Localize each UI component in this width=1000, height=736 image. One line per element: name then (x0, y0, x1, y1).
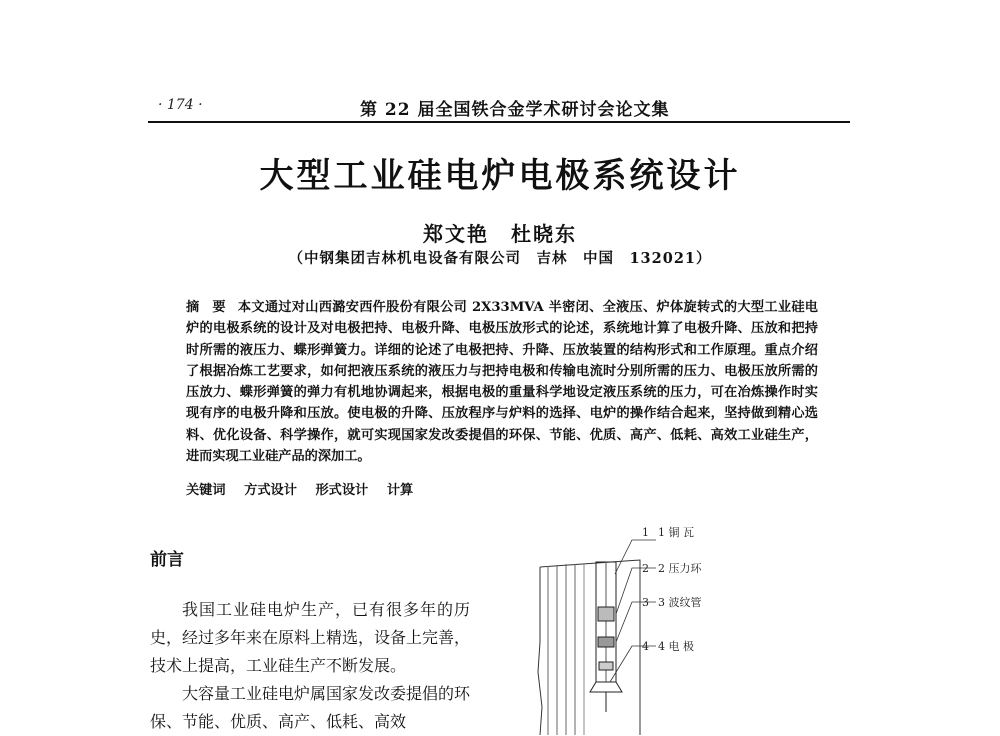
header-rule (148, 121, 850, 123)
keyword: 方式设计 (244, 483, 297, 498)
running-title: 第 22 届全国铁合金学术研讨会论文集 (360, 100, 670, 120)
article-authors: 郑文艳 杜晓东 (423, 222, 577, 246)
abstract-text: 本文通过对山西潞安西仵股份有限公司 2X33MVA 半密闭、全液压、炉体旋转式的大型工业硅电炉的电极系统的设计及对电极把持、电极升降、电极压放形式的论述，系统地计算了电极升降、压放和把持时所需的液压力、蝶形弹簧力。详细的论述了电极把持、升降、压放装置的结构形式和工作原理。重点介绍了根据冶炼工艺要求，如何把液压系统的液压力与把持电极和传输电流时分别所需的压力、电极压放所需的压放力、蝶形弹簧的弹力有机地协调起来，根据电极的重量科学地设定液压系统的压力，可在冶炼操作时实现有序的电极升降和压放。使电极的升降、压放程序与炉料的选择、电炉的操作结合起来，坚持做到精心选料、优化设备、科学操作，就可实现国家发改委提倡的环保、节能、优质、高产、低耗、高效工业硅生产，进而实现工业硅产品的深加工。 (186, 300, 818, 465)
furnace-shell-drawing (538, 560, 640, 735)
page-number: · 174 · (158, 97, 203, 113)
keywords (186, 479, 427, 498)
article-affiliation: （中钢集团吉林机电设备有限公司 吉林 中国 132021） (288, 250, 712, 267)
callout-label: 4 电 极 (658, 640, 694, 653)
callout-number: 1 (642, 526, 649, 539)
body-text (150, 596, 470, 736)
callout-number: 3 (642, 596, 649, 609)
electrode-figure (520, 522, 740, 735)
callout-label: 3 波纹管 (658, 596, 702, 609)
callout-number: 2 (642, 562, 649, 575)
callout-label: 1 铜 瓦 (658, 526, 694, 539)
article-title: 大型工业硅电炉电极系统设计 (259, 156, 741, 196)
paragraph: 大容量工业硅电炉属国家发改委提倡的环保、节能、优质、高产、低耗、高效 (150, 684, 471, 731)
keyword: 形式设计 (315, 483, 369, 498)
section-heading: 前言 (150, 550, 184, 570)
electrode-column-drawing (590, 562, 622, 712)
callout-label: 2 压力环 (658, 562, 702, 575)
abstract (186, 297, 818, 467)
abstract-label: 摘 要 (186, 300, 230, 315)
callout-number: 4 (642, 640, 649, 653)
keywords-label: 关键词 (186, 483, 226, 498)
paragraph: 我国工业硅电炉生产，已有很多年的历史，经过多年来在原料上精选，设备上完善，技术上提高，工业硅生产不断发展。 (150, 600, 471, 675)
keyword: 计算 (386, 483, 414, 498)
